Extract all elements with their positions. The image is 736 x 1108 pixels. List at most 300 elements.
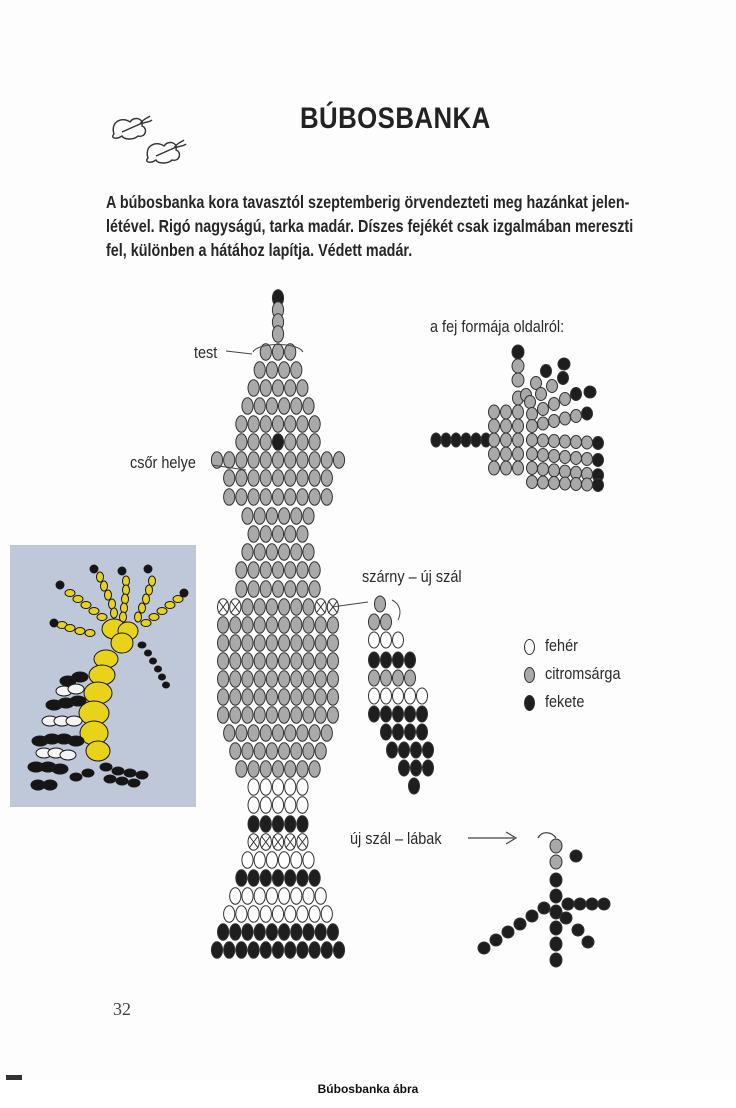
- wing-bead: [381, 614, 392, 630]
- body-bead: [260, 816, 271, 832]
- body-bead: [230, 707, 241, 723]
- beak-bead: [461, 433, 471, 447]
- body-bead: [260, 526, 271, 542]
- crest-bead: [538, 417, 549, 430]
- intro-line: A búbosbanka kora tavasztól szeptemberig örvendezteti meg hazánkat jelen-: [106, 192, 630, 212]
- body-bead: [272, 581, 283, 597]
- body-bead: [279, 707, 290, 723]
- crest-bead: [547, 380, 558, 393]
- label-beak-position: csőr helye: [130, 453, 196, 472]
- body-bead: [248, 761, 259, 777]
- body-bead: [291, 653, 302, 669]
- body-bead: [254, 635, 265, 651]
- body-bead: [254, 852, 265, 868]
- body-bead: [272, 326, 283, 342]
- body-bead: [266, 852, 277, 868]
- body-bead: [260, 489, 271, 505]
- body-bead: [260, 452, 271, 468]
- body-bead: [260, 581, 271, 597]
- body-bead: [254, 888, 265, 904]
- head-bead: [513, 447, 524, 461]
- body-bead: [297, 526, 308, 542]
- crest-bead: [527, 448, 538, 461]
- crest-bead: [560, 451, 571, 464]
- body-bead: [248, 581, 259, 597]
- body-bead: [248, 906, 259, 922]
- body-bead: [291, 924, 302, 940]
- body-bead: [272, 942, 283, 958]
- wing-bead: [411, 742, 422, 758]
- wing-bead: [393, 724, 404, 740]
- body-bead: [303, 924, 314, 940]
- leg-bead: [550, 921, 562, 935]
- leg-bead: [538, 902, 550, 914]
- crest-bead: [560, 465, 571, 478]
- body-bead: [236, 416, 247, 432]
- body-bead: [236, 581, 247, 597]
- beak-bead: [451, 433, 461, 447]
- body-bead: [285, 416, 296, 432]
- body-bead: [266, 689, 277, 705]
- leg-bead: [550, 855, 562, 869]
- head-bead: [513, 419, 524, 433]
- body-bead: [242, 544, 253, 560]
- body-bead: [242, 635, 253, 651]
- body-bead: [291, 544, 302, 560]
- wing-bead: [381, 632, 392, 648]
- crest-bead: [527, 476, 538, 489]
- crest-bead: [527, 434, 538, 447]
- wing-bead: [381, 652, 392, 668]
- label-wing: szárny – új szál: [362, 567, 462, 586]
- body-bead: [254, 599, 265, 615]
- body-bead: [285, 906, 296, 922]
- body-bead: [297, 942, 308, 958]
- body-bead: [285, 581, 296, 597]
- body-bead: [242, 743, 253, 759]
- body-bead: [260, 797, 271, 813]
- crest-bead: [560, 435, 571, 448]
- body-bead: [248, 526, 259, 542]
- body-bead: [285, 942, 296, 958]
- body-bead: [291, 671, 302, 687]
- thread-legs: [538, 833, 556, 838]
- wing-bead: [393, 706, 404, 722]
- body-bead: [224, 942, 235, 958]
- body-bead: [285, 489, 296, 505]
- body-bead: [260, 870, 271, 886]
- head-bead: [489, 433, 500, 447]
- body-bead: [248, 416, 259, 432]
- body-bead: [309, 562, 320, 578]
- body-bead: [309, 416, 320, 432]
- body-bead: [291, 635, 302, 651]
- crest-bead: [582, 407, 593, 420]
- intro-line: fel, különben a hátához lapítja. Védett madár.: [106, 240, 413, 260]
- label-legs: új szál – lábak: [350, 829, 442, 848]
- body-bead: [309, 906, 320, 922]
- body-bead: [272, 562, 283, 578]
- crest-bead: [527, 408, 538, 421]
- head-bead: [501, 419, 512, 433]
- body-bead: [272, 526, 283, 542]
- body-bead: [211, 942, 222, 958]
- leg-bead: [562, 898, 574, 910]
- crest-bead: [558, 358, 570, 370]
- body-bead: [291, 508, 302, 524]
- legend-bead-yellow: [524, 667, 535, 683]
- body-bead: [297, 416, 308, 432]
- body-bead: [315, 743, 326, 759]
- crest-bead: [571, 452, 582, 465]
- body-bead: [285, 526, 296, 542]
- body-bead: [303, 707, 314, 723]
- crest-bead: [536, 388, 547, 401]
- crest-bead: [538, 434, 549, 447]
- hoopoe-figure: [10, 545, 196, 807]
- body-bead: [291, 707, 302, 723]
- leg-bead: [574, 898, 586, 910]
- body-bead: [236, 489, 247, 505]
- wing-bead: [393, 652, 404, 668]
- body-bead: [272, 816, 283, 832]
- head-bead: [489, 461, 500, 475]
- body-bead: [248, 562, 259, 578]
- leg-bead: [570, 850, 582, 862]
- crest-bead: [584, 386, 596, 398]
- body-bead: [285, 470, 296, 486]
- body-bead: [291, 689, 302, 705]
- body-bead: [279, 852, 290, 868]
- body-bead: [230, 888, 241, 904]
- wing-bead: [393, 688, 404, 704]
- body-bead: [266, 617, 277, 633]
- body-bead: [254, 617, 265, 633]
- body-bead: [315, 671, 326, 687]
- body-bead: [260, 434, 271, 450]
- body-bead: [248, 452, 259, 468]
- crest-bead: [549, 435, 560, 448]
- body-bead: [254, 653, 265, 669]
- body-bead: [279, 671, 290, 687]
- body-bead: [327, 689, 338, 705]
- body-bead: [309, 761, 320, 777]
- body-bead: [242, 689, 253, 705]
- wing-bead: [409, 778, 420, 794]
- crest-bead: [571, 388, 582, 401]
- crest-bead: [549, 415, 560, 428]
- crest-bead: [582, 453, 593, 466]
- body-bead: [279, 888, 290, 904]
- body-bead: [303, 544, 314, 560]
- legend-bead-black: [524, 695, 535, 711]
- wing-bead: [369, 688, 380, 704]
- body-bead: [303, 743, 314, 759]
- crest-bead: [571, 410, 582, 423]
- wing-bead: [405, 706, 416, 722]
- body-bead: [254, 671, 265, 687]
- wing-bead: [423, 742, 434, 758]
- body-bead: [272, 761, 283, 777]
- body-bead: [248, 434, 259, 450]
- body-bead: [279, 544, 290, 560]
- body-bead: [248, 797, 259, 813]
- leg-bead: [478, 942, 490, 954]
- wing-bead: [417, 706, 428, 722]
- body-bead: [297, 906, 308, 922]
- body-bead: [285, 761, 296, 777]
- page-number: 32: [113, 999, 131, 1019]
- body-bead: [260, 779, 271, 795]
- body-bead: [272, 870, 283, 886]
- body-bead: [309, 489, 320, 505]
- head-bead: [512, 345, 524, 359]
- body-bead: [266, 599, 277, 615]
- body-bead: [242, 653, 253, 669]
- body-bead: [272, 779, 283, 795]
- body-bead: [297, 725, 308, 741]
- body-bead: [218, 689, 229, 705]
- crest-bead: [549, 477, 560, 490]
- head-bead: [501, 461, 512, 475]
- wing-bead: [369, 614, 380, 630]
- body-bead: [236, 906, 247, 922]
- image-caption: Búbosbanka ábra: [317, 1082, 419, 1096]
- body-bead: [285, 452, 296, 468]
- body-bead: [230, 671, 241, 687]
- body-bead: [272, 797, 283, 813]
- crest-bead: [571, 436, 582, 449]
- body-bead: [254, 398, 265, 414]
- body-bead: [327, 924, 338, 940]
- body-bead: [248, 380, 259, 396]
- body-bead: [272, 470, 283, 486]
- body-bead: [242, 852, 253, 868]
- body-bead: [303, 508, 314, 524]
- body-bead: [279, 508, 290, 524]
- body-bead: [309, 725, 320, 741]
- leg-bead: [586, 898, 598, 910]
- leg-bead: [550, 889, 562, 903]
- body-bead: [248, 779, 259, 795]
- body-bead: [242, 398, 253, 414]
- body-bead: [333, 942, 344, 958]
- body-bead: [285, 380, 296, 396]
- body-bead: [285, 725, 296, 741]
- wing-bead: [381, 706, 392, 722]
- body-bead: [254, 362, 265, 378]
- body-bead: [260, 416, 271, 432]
- body-bead: [272, 344, 283, 360]
- body-bead: [224, 489, 235, 505]
- body-bead: [285, 797, 296, 813]
- body-bead: [315, 689, 326, 705]
- body-bead: [309, 870, 320, 886]
- leg-bead: [526, 910, 538, 922]
- intro-line: létével. Rigó nagyságú, tarka madár. Díszes fejékét csak izgalmában mereszti: [106, 216, 634, 236]
- body-bead: [260, 470, 271, 486]
- wing-bead: [405, 724, 416, 740]
- body-bead: [303, 653, 314, 669]
- wing-bead: [393, 670, 404, 686]
- wing-bead: [417, 724, 428, 740]
- body-bead: [224, 906, 235, 922]
- body-bead: [309, 470, 320, 486]
- body-bead: [254, 544, 265, 560]
- body-bead: [291, 599, 302, 615]
- body-bead: [218, 617, 229, 633]
- label-head-shape: a fej formája oldalról:: [430, 317, 565, 336]
- body-bead: [279, 689, 290, 705]
- head-bead: [512, 373, 524, 387]
- body-bead: [218, 671, 229, 687]
- body-bead: [230, 689, 241, 705]
- leg-bead: [550, 953, 562, 967]
- body-bead: [248, 489, 259, 505]
- body-bead: [279, 617, 290, 633]
- body-bead: [242, 707, 253, 723]
- body-bead: [254, 924, 265, 940]
- crest-bead: [549, 398, 560, 411]
- leg-bead: [490, 934, 502, 946]
- wing-bead: [381, 724, 392, 740]
- body-bead: [297, 779, 308, 795]
- body-bead: [266, 508, 277, 524]
- body-bead: [297, 761, 308, 777]
- body-bead: [236, 562, 247, 578]
- wing-bead: [375, 596, 386, 612]
- body-bead: [285, 562, 296, 578]
- body-bead: [315, 924, 326, 940]
- body-bead: [303, 852, 314, 868]
- body-bead: [218, 707, 229, 723]
- body-bead: [242, 888, 253, 904]
- beak-bead: [441, 433, 451, 447]
- body-bead: [321, 489, 332, 505]
- thread-wing: [392, 600, 400, 620]
- body-bead: [254, 508, 265, 524]
- leg-bead: [550, 937, 562, 951]
- body-bead: [297, 452, 308, 468]
- body-bead: [266, 362, 277, 378]
- wing-bead: [381, 670, 392, 686]
- legend-label: fehér: [545, 636, 578, 655]
- body-bead: [242, 508, 253, 524]
- body-bead: [309, 581, 320, 597]
- body-bead: [230, 924, 241, 940]
- body-bead: [285, 434, 296, 450]
- body-bead: [236, 434, 247, 450]
- crest-bead: [538, 449, 549, 462]
- body-bead: [218, 653, 229, 669]
- leg-bead: [572, 924, 584, 936]
- pointer-test: [226, 351, 252, 354]
- leg-bead: [550, 839, 562, 853]
- body-bead: [315, 653, 326, 669]
- body-bead: [321, 942, 332, 958]
- legend-label: fekete: [545, 692, 585, 711]
- wing-bead: [399, 760, 410, 776]
- body-bead: [266, 707, 277, 723]
- body-bead: [224, 725, 235, 741]
- body-bead: [303, 671, 314, 687]
- head-bead: [513, 433, 524, 447]
- body-bead: [272, 489, 283, 505]
- crest-bead: [525, 396, 536, 409]
- body-bead: [272, 906, 283, 922]
- body-bead: [315, 707, 326, 723]
- crest-bead: [527, 420, 538, 433]
- body-bead: [236, 470, 247, 486]
- beak-bead: [471, 433, 481, 447]
- legend-label: citromsárga: [545, 664, 621, 683]
- body-bead: [236, 942, 247, 958]
- body-bead: [291, 852, 302, 868]
- body-bead: [333, 452, 344, 468]
- body-bead: [260, 725, 271, 741]
- crest-bead: [538, 476, 549, 489]
- leg-bead: [514, 918, 526, 930]
- body-bead: [285, 870, 296, 886]
- crest-bead: [541, 365, 552, 378]
- wing-bead: [423, 760, 434, 776]
- crest-bead: [560, 412, 571, 425]
- wing-bead: [369, 632, 380, 648]
- crest-bead: [571, 478, 582, 491]
- body-bead: [309, 942, 320, 958]
- body-bead: [236, 870, 247, 886]
- body-bead: [266, 398, 277, 414]
- body-bead: [303, 635, 314, 651]
- body-bead: [315, 888, 326, 904]
- body-bead: [279, 362, 290, 378]
- body-bead: [266, 544, 277, 560]
- body-bead: [266, 743, 277, 759]
- body-bead: [327, 617, 338, 633]
- body-bead: [297, 470, 308, 486]
- crest-bead: [538, 463, 549, 476]
- body-bead: [254, 707, 265, 723]
- head-bead: [489, 405, 500, 419]
- body-bead: [272, 725, 283, 741]
- body-bead: [321, 725, 332, 741]
- body-bead: [321, 906, 332, 922]
- leg-bead: [598, 898, 610, 910]
- leg-bead: [582, 936, 594, 948]
- body-bead: [327, 671, 338, 687]
- body-bead: [327, 707, 338, 723]
- body-bead: [254, 743, 265, 759]
- body-bead: [266, 671, 277, 687]
- body-bead: [297, 581, 308, 597]
- body-bead: [248, 470, 259, 486]
- body-bead: [218, 635, 229, 651]
- body-bead: [321, 452, 332, 468]
- body-bead: [285, 816, 296, 832]
- body-bead: [224, 452, 235, 468]
- body-bead: [279, 599, 290, 615]
- body-bead: [236, 725, 247, 741]
- leg-bead: [502, 926, 514, 938]
- body-bead: [303, 398, 314, 414]
- body-bead: [230, 743, 241, 759]
- body-bead: [242, 924, 253, 940]
- body-bead: [260, 562, 271, 578]
- body-bead: [254, 689, 265, 705]
- crest-bead: [582, 436, 593, 449]
- wing-bead: [369, 706, 380, 722]
- crest-bead: [593, 479, 604, 492]
